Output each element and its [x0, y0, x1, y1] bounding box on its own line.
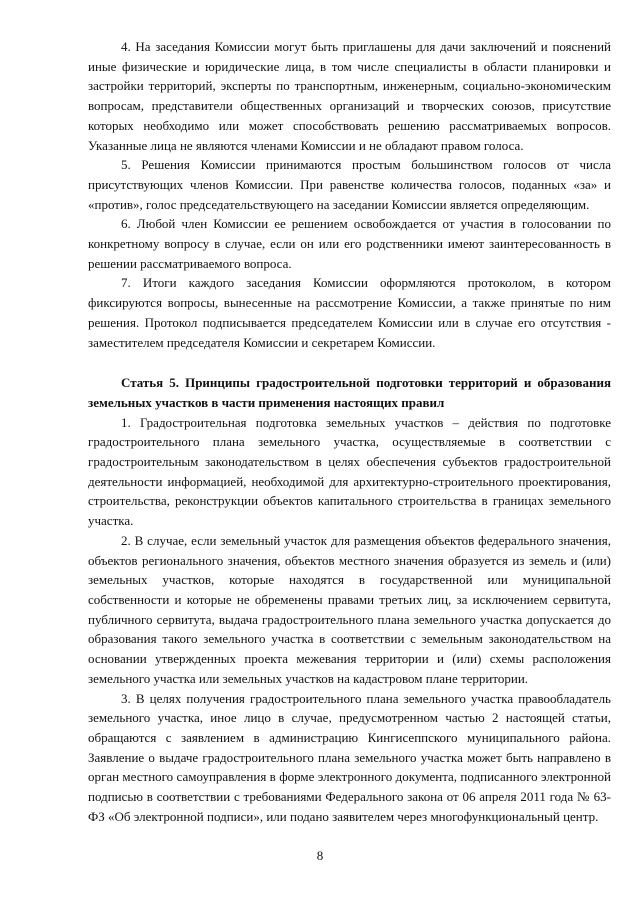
paragraph-urban-planning-preparation: 1. Градостроительная подготовка земельных участков – действия по подготовке градостроительного плана земельного участка, осуществляемые в соответствии с градостроительным законодательством в целях обеспечения субъектов градостроительной деятельности информацией, необходимой для архитектурно-строительного проектирования, строительства, реконструкции объектов капитального строительства в границах земельного участка. [88, 414, 611, 529]
paragraph-commission-decisions: 5. Решения Комиссии принимаются простым большинством голосов от числа присутствующих членов Комиссии. При равенстве количества голосов, поданных «за» и «против», голос председательствующего на заседании Комиссии является определяющим. [88, 157, 611, 212]
paragraph-member-recusal: 6. Любой член Комиссии ее решением освобождается от участия в голосовании по конкретному вопросу в случае, если он или его родственники имеют заинтересованность в решении рассматриваемого вопроса. [88, 216, 611, 271]
document-page [88, 37, 611, 826]
paragraph-commission-invitees: 4. На заседания Комиссии могут быть приглашены для дачи заключений и пояснений иные физические и юридические лица, в том числе специалисты в области планировки и застройки территорий, эксперты по транспортным, инженерным, социально-экономическим вопросам, представители общественных организаций и творческих союзов, присутствие которых необходимо или может способствовать решению рассматриваемых вопросов. Указанные лица не являются членами Комиссии и не обладают правом голоса. [88, 39, 611, 153]
page-number: 8 [316, 848, 324, 863]
paragraph-application-procedure: 3. В целях получения градостроительного плана земельного участка правообладатель земельного участка, иное лицо в случае, предусмотренном частью 2 настоящей статьи, обращаются с заявлением в администрацию Кингисеппского муниципального района. Заявление о выдаче градостроительного плана земельного участка может быть направлено в орган местного самоуправления в форме электронного документа, подписанного электронной подписью в соответствии с требованиями Федерального закона от 06 апреля 2011 года № 63-ФЗ «Об электронной подписи», или подано заявителем через многофункциональный центр. [88, 690, 611, 824]
paragraph-meeting-protocol: 7. Итоги каждого заседания Комиссии оформляются протоколом, в котором фиксируются вопросы, вынесенные на рассмотрение Комиссии, а также принятые по ним решения. Протокол подписывается председателем Комиссии или в случае его отсутствия - заместителем председателя Комиссии и секретарем Комиссии. [88, 275, 611, 350]
article-5-heading: Статья 5. Принципы градостроительной подготовки территорий и образования земельных участков в части применения настоящих правил [88, 375, 611, 410]
paragraph-land-plot-formation: 2. В случае, если земельный участок для размещения объектов федерального значения, объектов регионального значения, объектов местного значения образуется из земель и (или) земельных участков, которые находятся в государственной или муниципальной собственности и которые не обременены правами третьих лиц, за исключением сервитута, публичного сервитута, выдача градостроительного плана земельного участка допускается до образования такого земельного участка в соответствии с земельным законодательством на основании утвержденных проекта межевания территории и (или) схемы расположения земельного участка или земельных участков на кадастровом плане территории. [88, 532, 611, 686]
